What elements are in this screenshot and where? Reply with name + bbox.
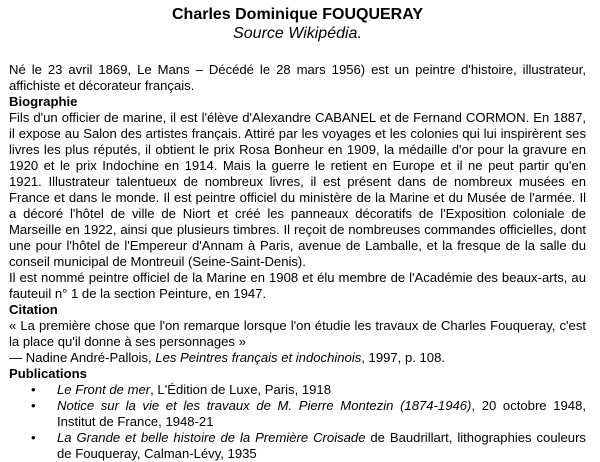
publications-list [9,382,586,462]
document-header [9,5,586,43]
list-item [9,382,586,398]
bullet-icon: • [31,382,36,397]
intro-paragraph: Né le 23 avril 1869, Le Mans – Décédé le 28 mars 1956) est un peintre d'histoire, illustrateur, affichiste et décorateur français. [9,62,586,93]
publication-title: Notice sur la vie et les travaux de M. Pierre Montezin (1874-1946) [57,398,472,413]
list-item [9,430,586,462]
bullet-icon: • [31,430,36,445]
page-subtitle: Source Wikipédia. [233,25,362,42]
biography-paragraph-2: Il est nommé peintre officiel de la Marine en 1908 et élu membre de l'Académie des beaux-arts, au fauteuil n° 1 de la section Peinture, en 1947. [9,270,586,301]
publication-title: La Grande et belle histoire de la Première Croisade [57,430,366,445]
publication-details: , 20 octobre 1948, Institut de France, 1948-21 [57,398,586,429]
publications-heading: Publications [9,366,87,381]
list-item [9,398,586,430]
biography-paragraph-1: Fils d'un officier de marine, il est l'élève d'Alexandre CABANEL et de Fernand CORMON. En 1887, il expose au Salon des artistes français. Attiré par les voyages et les colonies qui lui inspirèrent ses livres les plus réputés, il obtient le prix Rosa Bonheur en 1909, la médaille d'or pour la gravure en 1920 et le prix Indochine en 1914. Mais la guerre le retient en Europe et il ne peut partir qu'en 1921. Illustrateur talentueux de nombreux livres, il est présent dans de nombreux musées en France et dans le monde. Il est peintre officiel du ministère de la Marine et du Musée de l'armée. Il a décoré l'hôtel de ville de Niort et créé les panneaux décoratifs de l'Exposition coloniale de Marseille en 1922, ainsi que plusieurs timbres. Il reçoit de nombreuses commandes officielles, dont une pour l'hôtel de l'Empereur d'Annam à Paris, avenue de Lamballe, et la fresque de la salle du conseil municipal de Montreuil (Seine-Saint-Denis). [9,110,586,269]
publication-details: , L'Édition de Luxe, Paris, 1918 [150,382,331,397]
page-title: Charles Dominique FOUQUERAY [171,6,423,23]
attribution-suffix: , 1997, p. 108. [361,350,446,365]
citation-heading: Citation [9,302,58,317]
biography-heading: Biographie [9,94,78,109]
attribution-prefix: — Nadine André-Pallois, [9,350,156,365]
publication-title: Le Front de mer [57,382,151,397]
bullet-icon: • [31,398,36,413]
publication-details: de Baudrillart, lithographies couleurs de Fouqueray, Calman-Lévy, 1935 [57,430,586,461]
citation-quote: « La première chose que l'on remarque lorsque l'on étudie les travaux de Charles Fouqueray, c'est la place qu'il donne à ses personnages » [9,318,586,349]
attribution-title: Les Peintres français et indochinois [155,350,362,365]
citation-attribution [9,350,586,366]
